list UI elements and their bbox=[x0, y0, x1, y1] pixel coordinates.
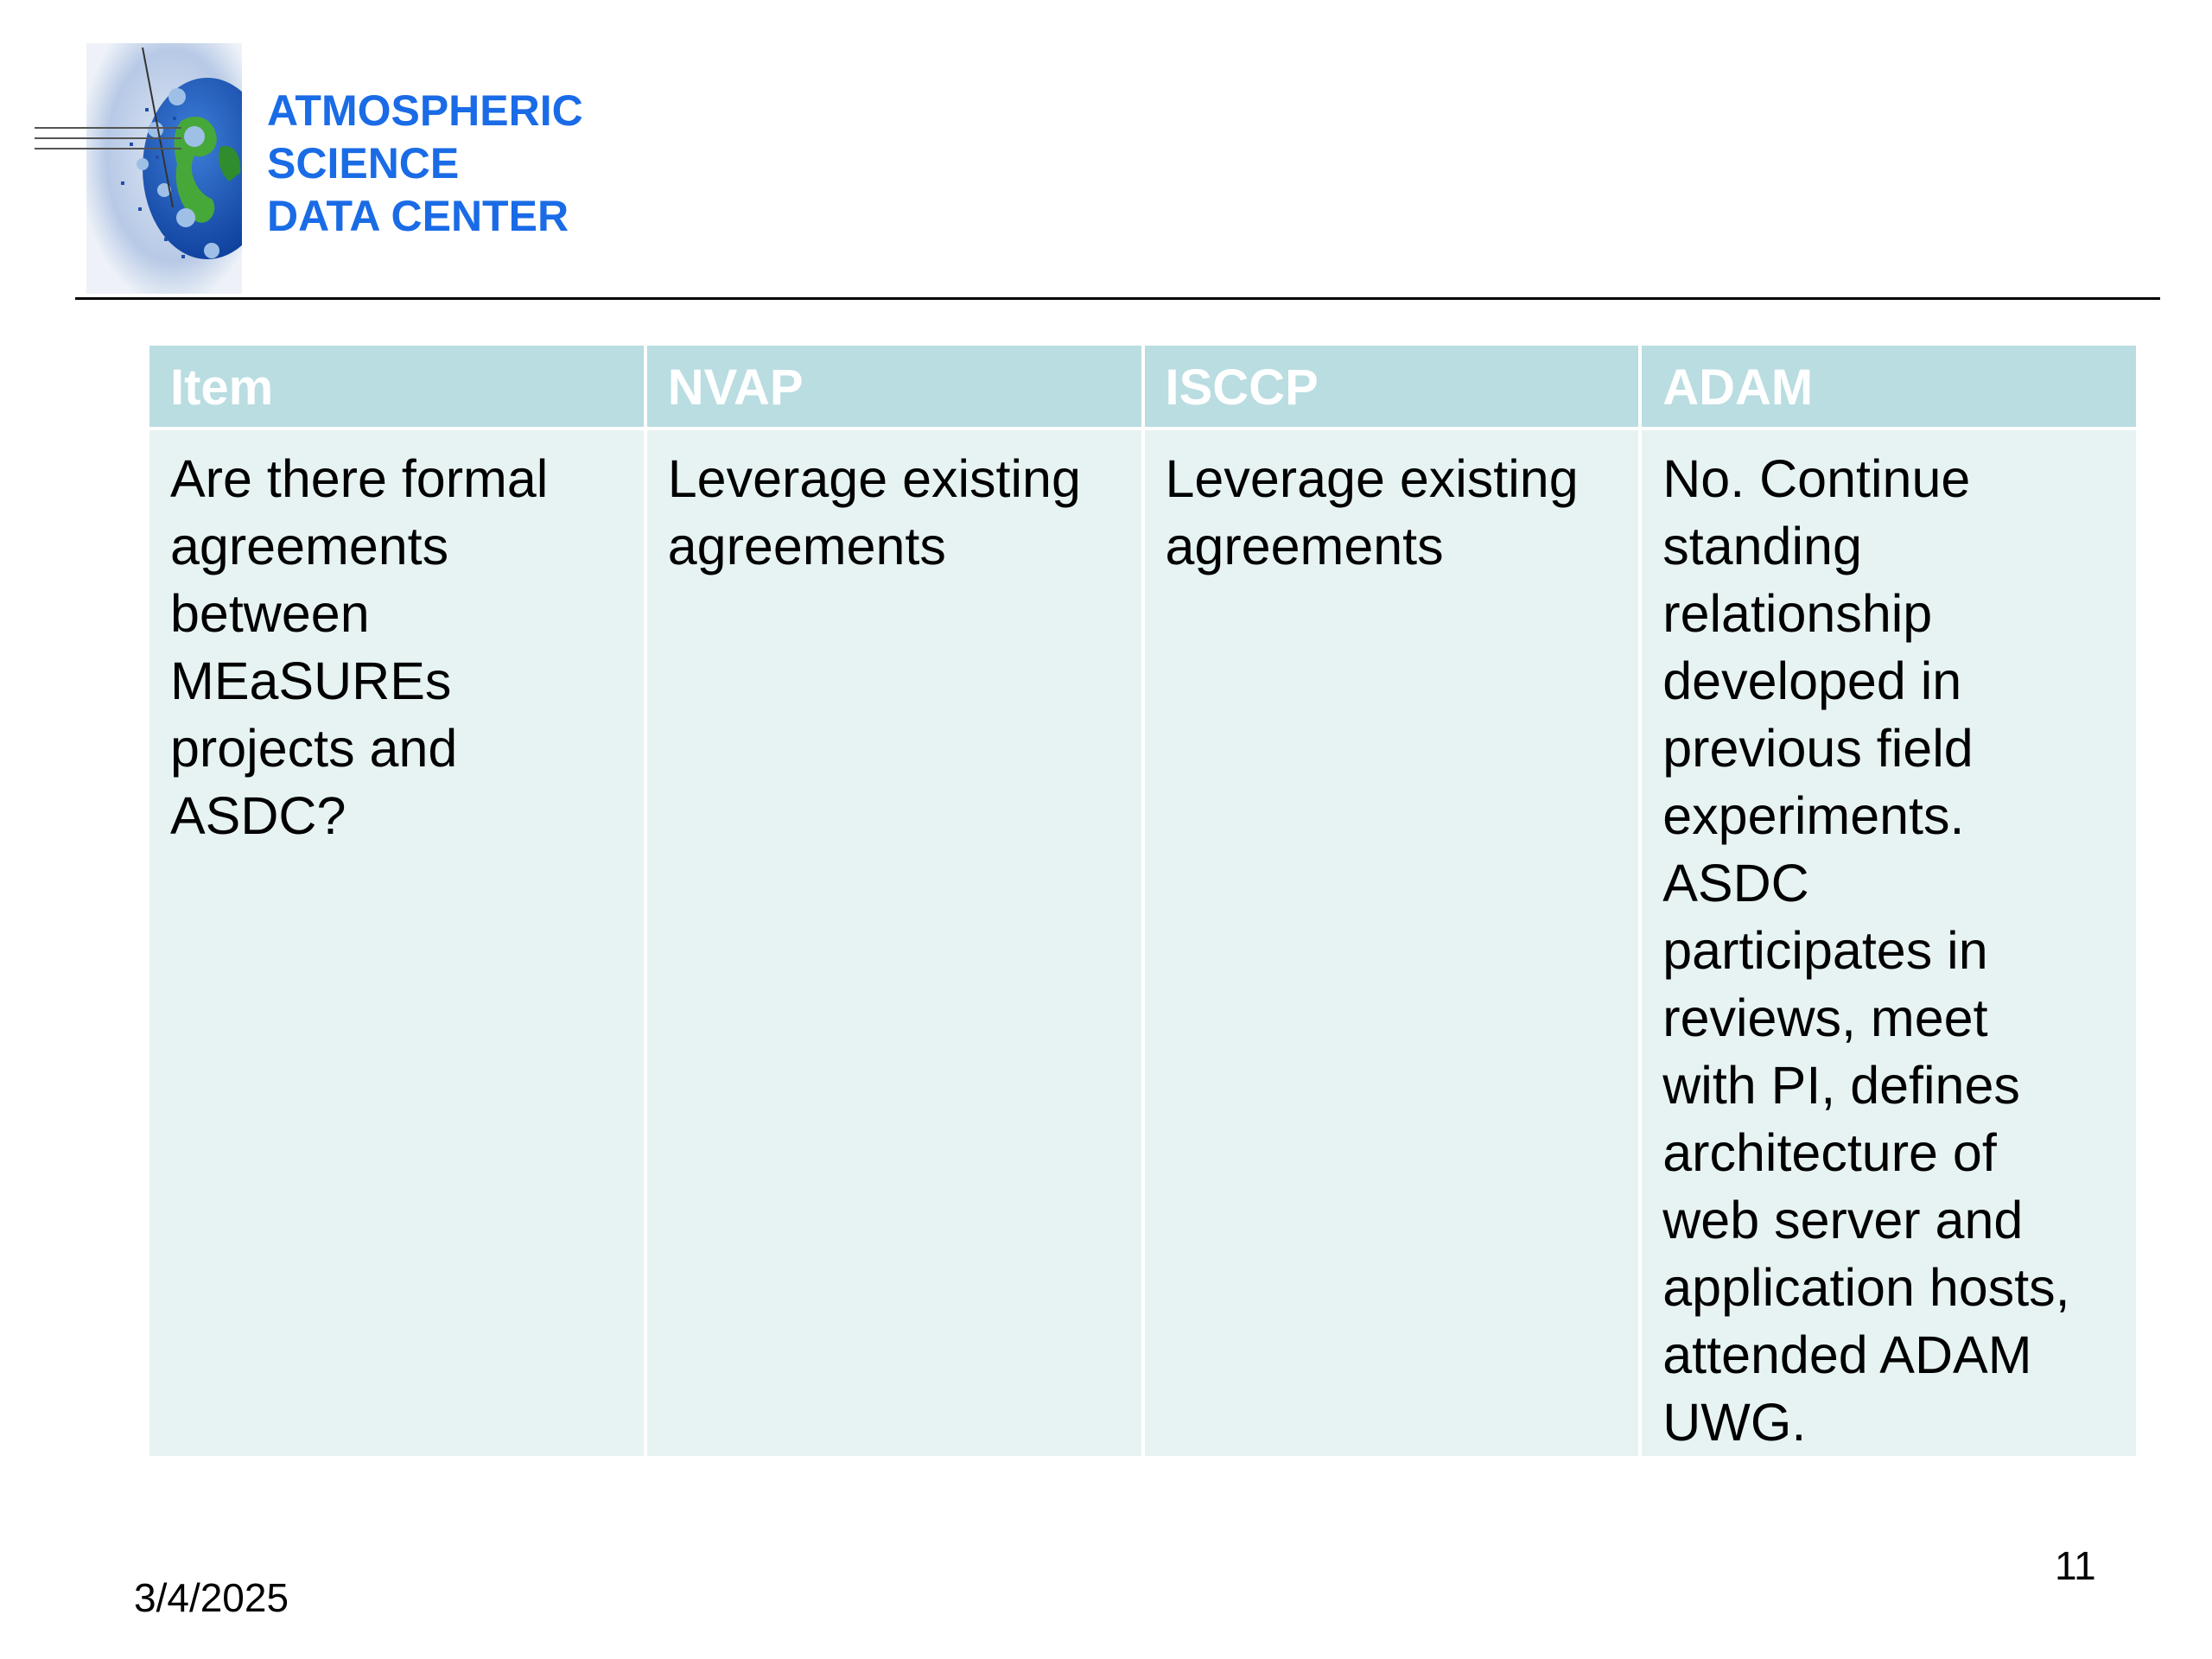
page-number: 11 bbox=[2055, 1543, 2096, 1588]
table-cell-isccp bbox=[1145, 430, 1639, 1456]
cell-text: Leverage existing agreements bbox=[1165, 449, 1579, 575]
header-divider bbox=[75, 297, 2160, 300]
table-row bbox=[149, 430, 2136, 1456]
table-cell-nvap bbox=[647, 430, 1141, 1456]
column-header-isccp: ISCCP bbox=[1145, 346, 1639, 427]
cell-text: No. Continue standing relationship developed in previous field experiments. ASDC participates in reviews, meet with PI, defines architecture of web server and application hosts, attended ADAM UWG. bbox=[1662, 449, 2070, 1452]
cell-text: Are there formal agreements between MEaSUREs projects and ASDC? bbox=[170, 449, 549, 845]
footer-date: 3/4/2025 bbox=[134, 1575, 289, 1620]
org-title bbox=[267, 85, 583, 243]
globe-satellite-icon bbox=[35, 35, 242, 302]
column-header-adam: ADAM bbox=[1642, 346, 2136, 427]
column-header-item: Item bbox=[149, 346, 644, 427]
org-title-line-1: ATMOSPHERIC bbox=[267, 86, 583, 135]
table-cell-item bbox=[149, 430, 644, 1456]
column-header-nvap: NVAP bbox=[647, 346, 1141, 427]
cell-text: Leverage existing agreements bbox=[667, 449, 1081, 575]
org-title-line-3: DATA CENTER bbox=[267, 192, 569, 240]
org-title-line-2: SCIENCE bbox=[267, 139, 460, 188]
table-cell-adam bbox=[1642, 430, 2136, 1456]
comparison-table bbox=[146, 342, 2139, 1459]
table-header-row bbox=[149, 346, 2136, 427]
